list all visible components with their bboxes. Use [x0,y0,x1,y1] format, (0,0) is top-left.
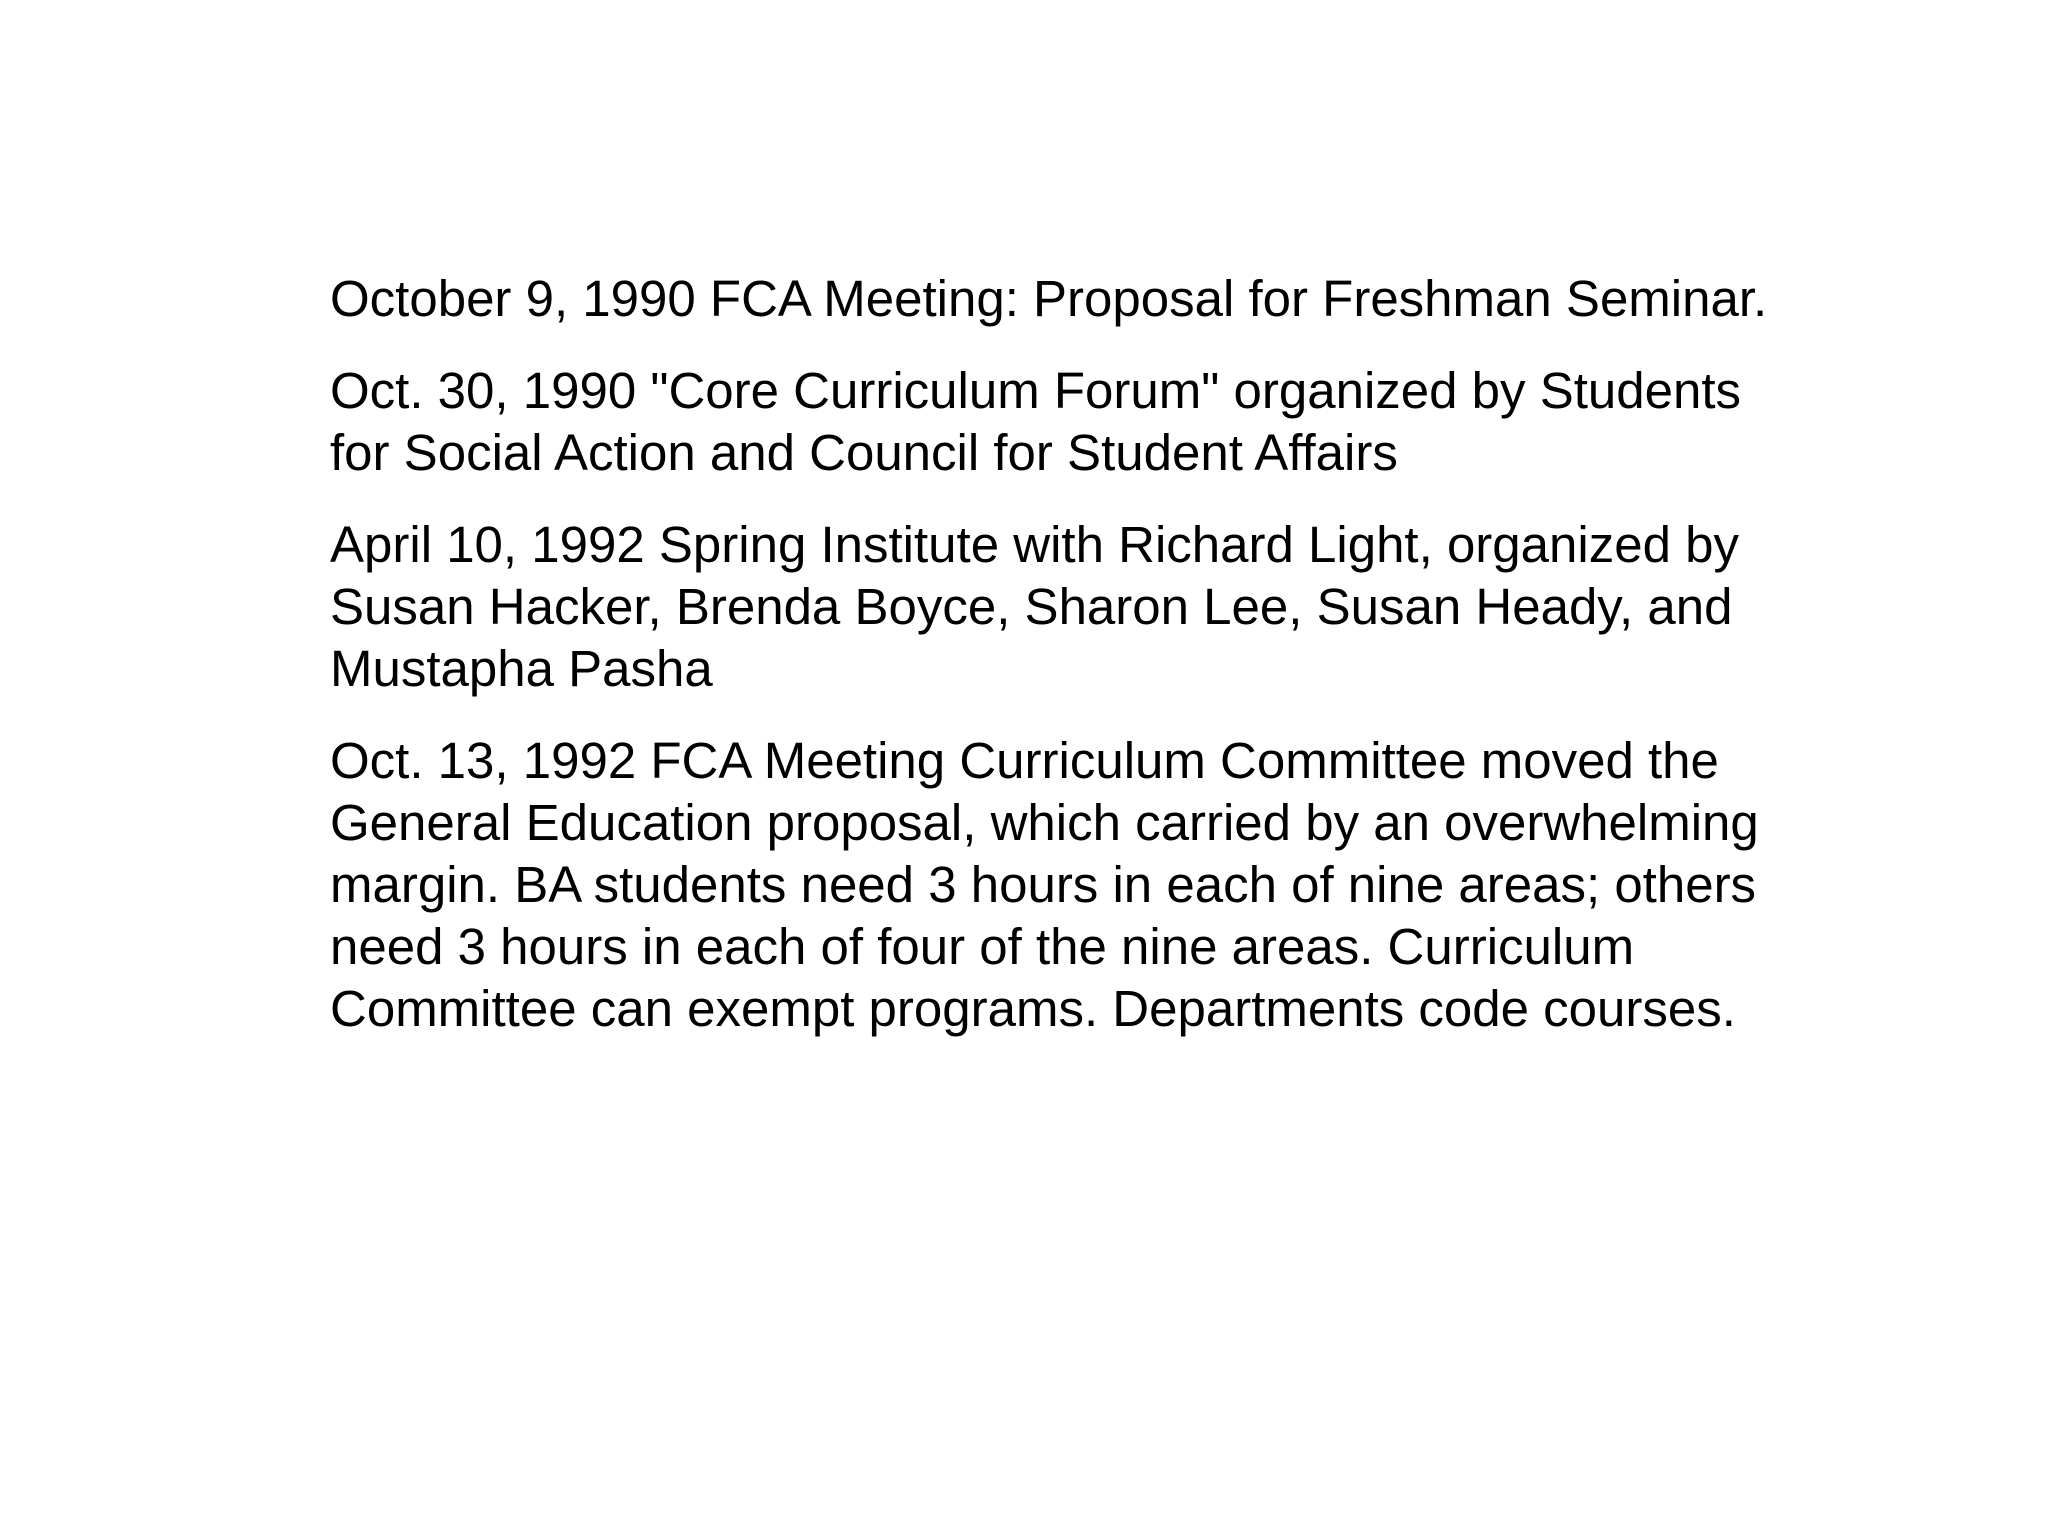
timeline-entry-1992-04-10: April 10, 1992 Spring Institute with Richard Light, organized by Susan Hacker, Brenda Boyce, Sharon Lee, Susan Heady, and Mustapha Pasha [330,516,1739,697]
timeline-entry-1990-10-09: October 9, 1990 FCA Meeting: Proposal for Freshman Seminar. [330,270,1768,327]
timeline-entry-1990-10-30: Oct. 30, 1990 "Core Curriculum Forum" organized by Students for Social Action and Council for Student Affairs [330,362,1742,481]
timeline-list [330,268,1790,1070]
timeline-entry-1992-10-13: Oct. 13, 1992 FCA Meeting Curriculum Committee moved the General Education proposal, which carried by an overwhelming margin. BA students need 3 hours in each of nine areas; others need 3 hours in each of four of the nine areas. Curriculum Committee can exempt programs. Departments code courses. [330,732,1759,1037]
